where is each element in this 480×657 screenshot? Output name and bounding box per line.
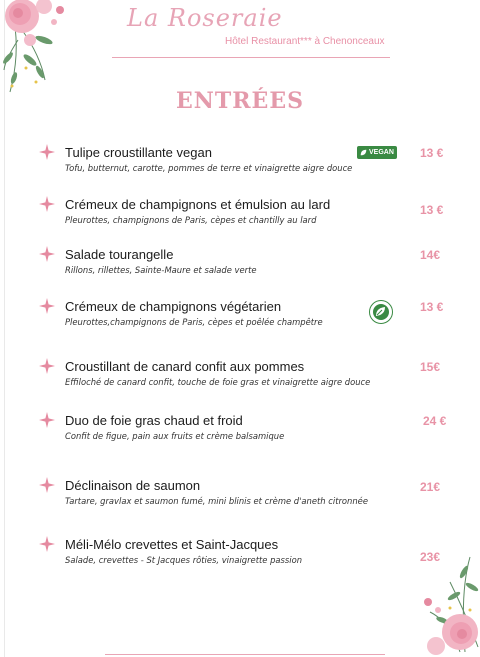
menu-item-price: 21€ <box>420 480 441 494</box>
star-bullet-icon <box>39 358 55 374</box>
star-bullet-icon <box>39 196 55 212</box>
menu-item-name: Duo de foie gras chaud et froid <box>65 413 243 428</box>
section-title: ENTRÉES <box>176 88 304 114</box>
restaurant-logo-text: La Roseraie <box>127 4 283 32</box>
vegetarian-seal-icon <box>369 300 393 324</box>
menu-item-description: Rillons, rillettes, Sainte-Maure et salade verte <box>65 265 257 275</box>
restaurant-subtitle: Hôtel Restaurant*** à Chenonceaux <box>225 36 385 47</box>
menu-item <box>0 247 480 291</box>
menu-item-price: 13 € <box>420 203 444 217</box>
menu-item-price: 13 € <box>420 146 444 160</box>
menu-item-description: Confit de figue, pain aux fruits et crème balsamique <box>65 431 285 441</box>
menu-item-name: Croustillant de canard confit aux pommes <box>65 359 305 374</box>
menu-item-description: Pleurottes, champignons de Paris, cèpes et chantilly au lard <box>65 215 317 225</box>
star-bullet-icon <box>39 298 55 314</box>
vegan-badge <box>357 146 397 159</box>
menu-item-name: Crémeux de champignons végétarien <box>65 299 282 314</box>
menu-item-price: 13 € <box>420 300 444 314</box>
star-bullet-icon <box>39 477 55 493</box>
footer-divider <box>105 654 385 655</box>
header-divider <box>112 57 390 58</box>
menu-item-price: 23€ <box>420 550 441 564</box>
star-bullet-icon <box>39 144 55 160</box>
menu-item <box>0 299 480 343</box>
menu-item-description: Salade, crevettes - St Jacques rôties, vinaigrette passion <box>65 555 303 565</box>
floral-decoration-top-left <box>0 0 80 100</box>
menu-item-name: Tulipe croustillante vegan <box>65 145 212 160</box>
leaf-icon <box>360 149 367 156</box>
menu-item-price: 15€ <box>420 360 441 374</box>
menu-item <box>0 145 480 189</box>
star-bullet-icon <box>39 412 55 428</box>
menu-item <box>0 197 480 241</box>
menu-item <box>0 478 480 522</box>
star-bullet-icon <box>39 536 55 552</box>
menu-item <box>0 359 480 403</box>
menu-item-price: 14€ <box>420 248 441 262</box>
menu-item-name: Méli-Mélo crevettes et Saint-Jacques <box>65 537 279 552</box>
menu-item <box>0 537 480 581</box>
menu-item-description: Pleurottes,champignons de Paris, cèpes et poêlée champêtre <box>65 317 323 327</box>
menu-item-price: 24 € <box>423 414 447 428</box>
menu-item-description: Tartare, gravlax et saumon fumé, mini blinis et crème d'aneth citronnée <box>65 496 368 506</box>
menu-item-name: Salade tourangelle <box>65 247 174 262</box>
star-bullet-icon <box>39 246 55 262</box>
menu-item-name: Crémeux de champignons et émulsion au lard <box>65 197 331 212</box>
vegan-badge-label: VEGAN <box>369 149 394 156</box>
menu-item-description: Effiloché de canard confit, touche de foie gras et vinaigrette aigre douce <box>65 377 371 387</box>
menu-item-description: Tofu, butternut, carotte, pommes de terre et vinaigrette aigre douce <box>65 163 353 173</box>
menu-item-name: Déclinaison de saumon <box>65 478 201 493</box>
menu-item <box>0 413 480 457</box>
